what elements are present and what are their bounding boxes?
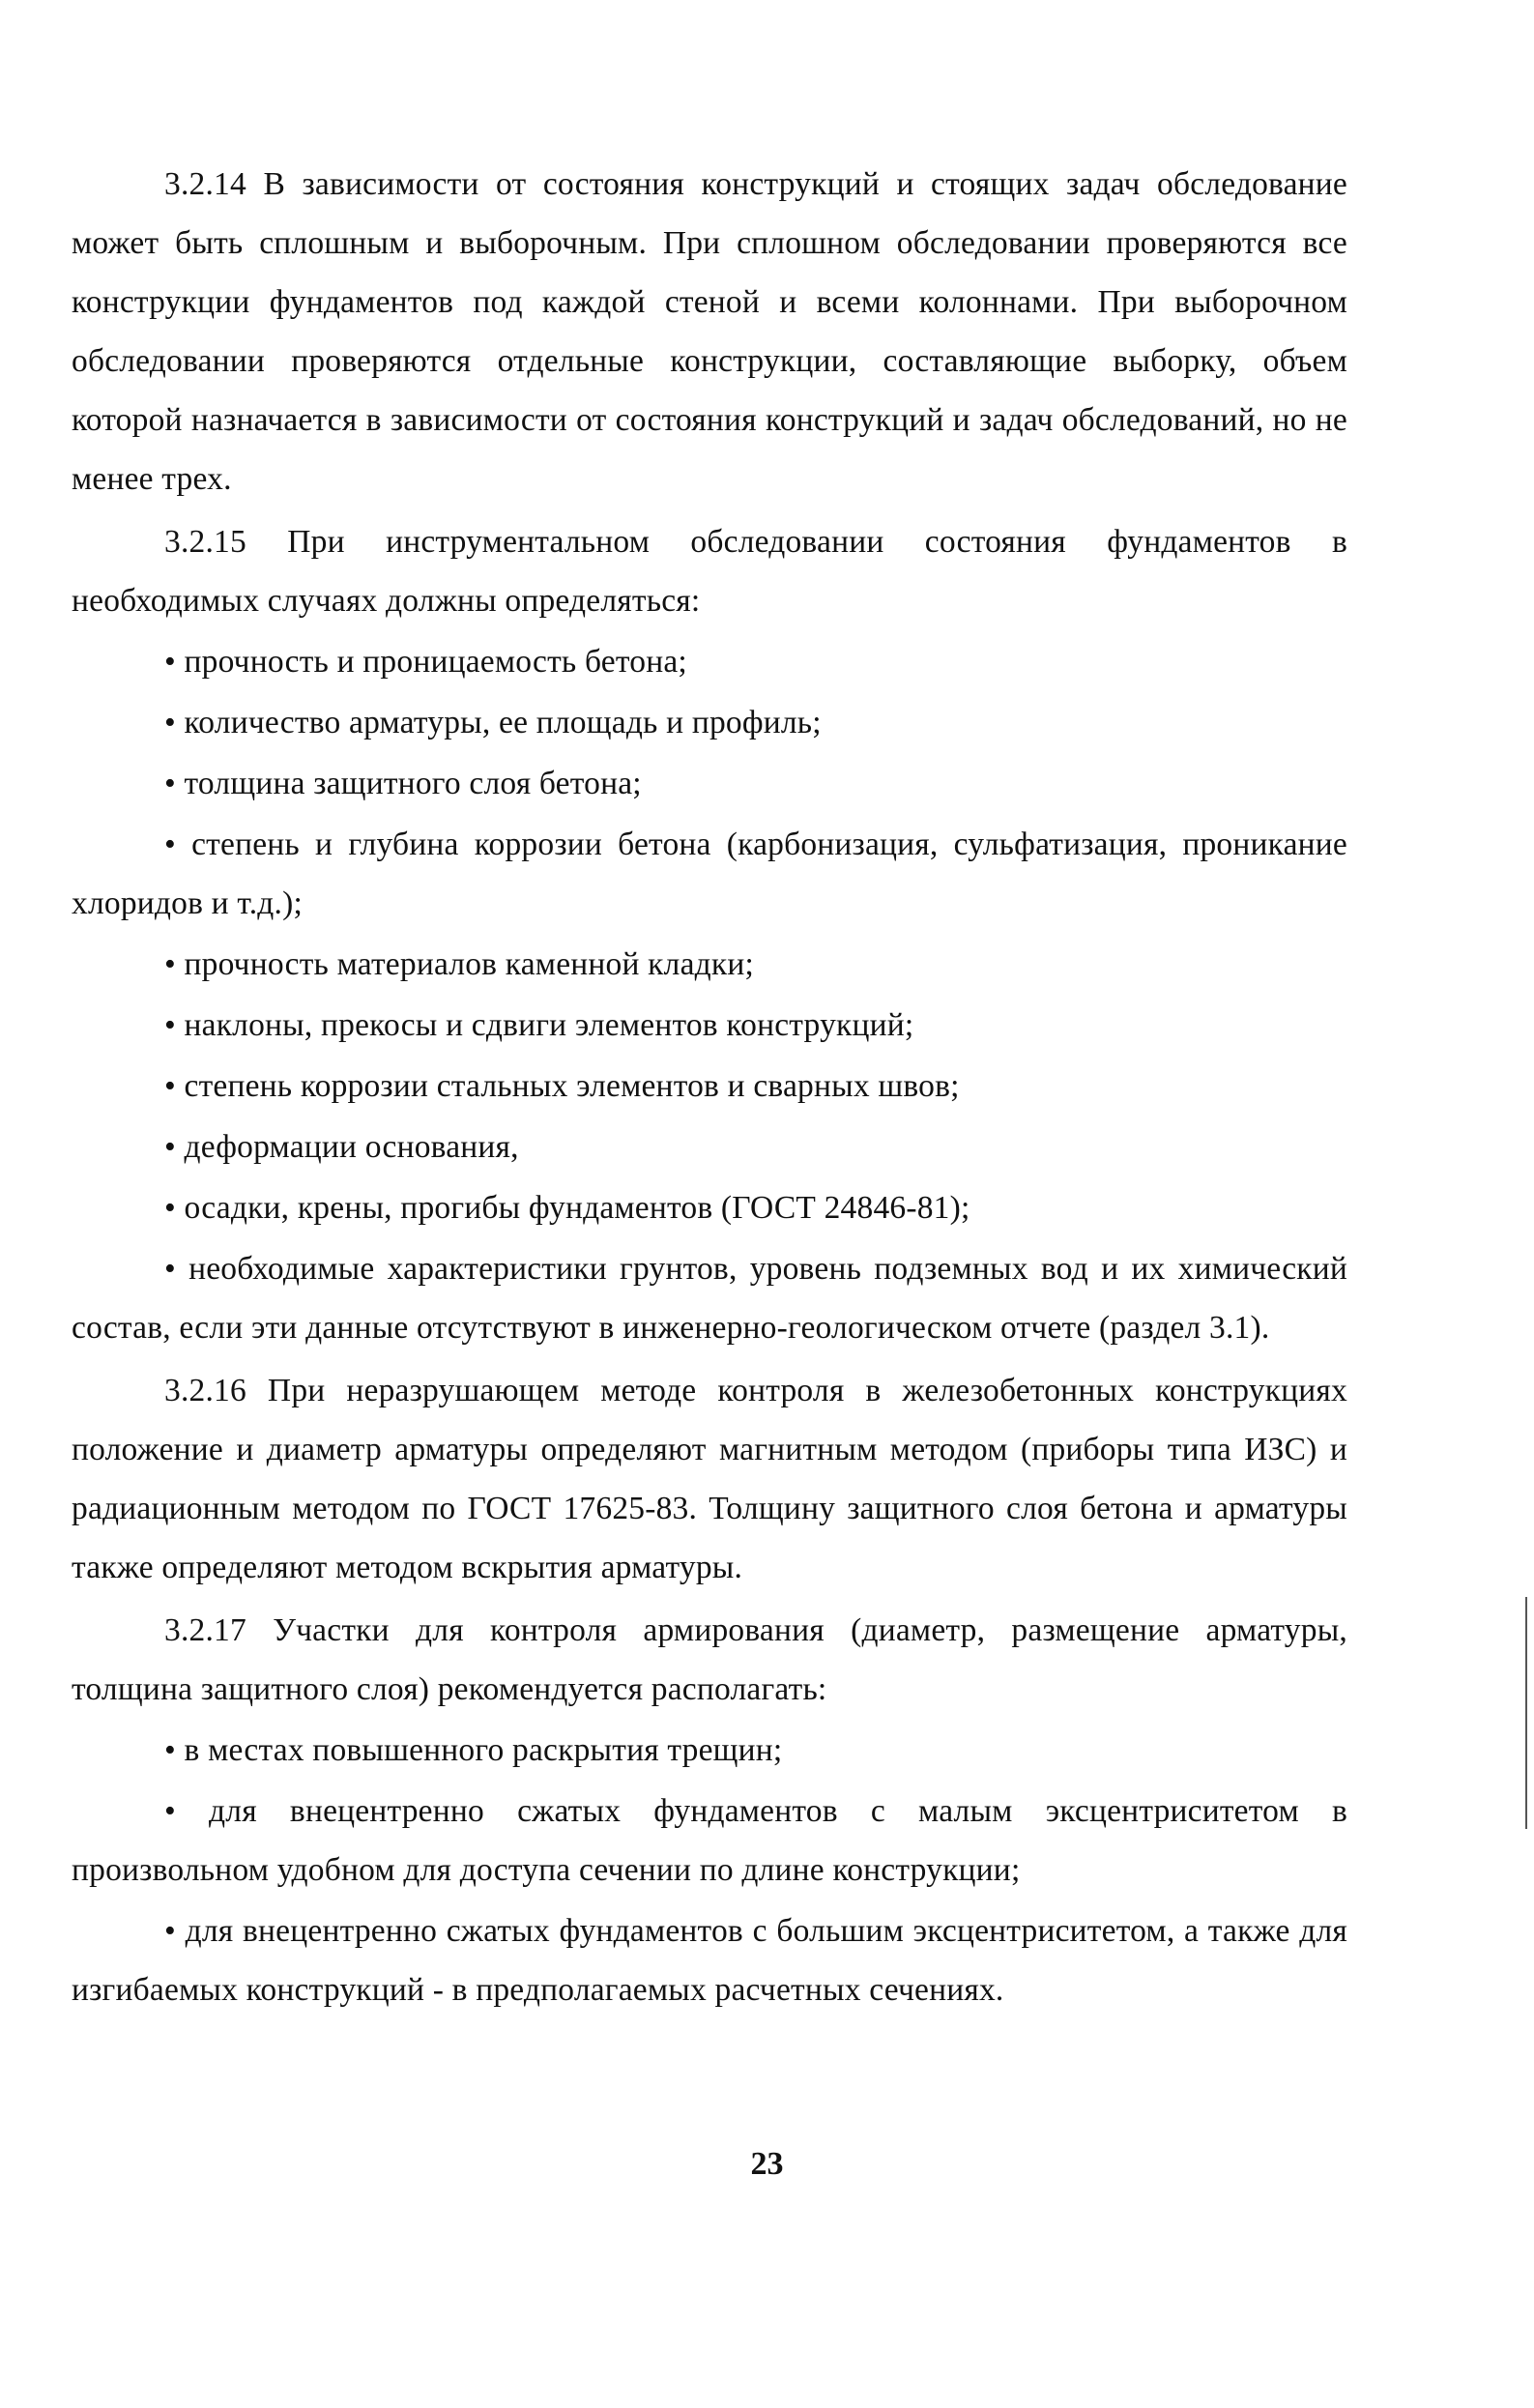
list-item: • для внецентренно сжатых фундаментов с малым эксцентриситетом в произвольном удобном для доступа сечении по длине конструкции;	[72, 1793, 1347, 1888]
list-item: • степень и глубина коррозии бетона (карбонизация, сульфатизация, проникание хлоридов и т.д.);	[72, 827, 1347, 921]
list-item: • прочность материалов каменной кладки;	[164, 946, 754, 982]
list-item: • в местах повышенного раскрытия трещин;	[164, 1732, 783, 1768]
paragraph-3-2-16: 3.2.16 При неразрушающем методе контроля в железобетонных конструкциях положение и диаметр арматуры определяют магнитным методом (приборы типа ИЗС) и радиационным методом по ГОСТ 17625-83. Толщину защитного слоя бетона и арматуры также определяют методом вскрытия арматуры.	[72, 1373, 1347, 1585]
list-item: • толщина защитного слоя бетона;	[164, 766, 642, 801]
list-item: • необходимые характеристики грунтов, уровень подземных вод и их химический состав, если эти данные отсутствуют в инженерно-геологическом отчете (раздел 3.1).	[72, 1251, 1347, 1346]
paragraph-3-2-17: 3.2.17 Участки для контроля армирования (диаметр, размещение арматуры, толщина защитного слоя) рекомендуется располагать:	[72, 1612, 1347, 1707]
paragraph-3-2-15: 3.2.15 При инструментальном обследовании состояния фундаментов в необходимых случаях должны определяться:	[72, 524, 1347, 619]
list-item: • деформации основания,	[164, 1129, 519, 1165]
list-item: • степень коррозии стальных элементов и сварных швов;	[164, 1068, 960, 1104]
list-item: • прочность и проницаемость бетона;	[164, 644, 687, 680]
list-item: • осадки, крены, прогибы фундаментов (ГОСТ 24846-81);	[164, 1190, 970, 1226]
list-item: • наклоны, прекосы и сдвиги элементов конструкций;	[164, 1007, 914, 1043]
list-item: • для внецентренно сжатых фундаментов с большим эксцентриситетом, а также для изгибаемых конструкций - в предполагаемых расчетных сечениях.	[72, 1913, 1347, 2008]
list-item: • количество арматуры, ее площадь и профиль;	[164, 705, 822, 740]
paragraph-3-2-14: 3.2.14 В зависимости от состояния конструкций и стоящих задач обследование может быть сплошным и выборочным. При сплошном обследовании проверяются все конструкции фундаментов под каждой стеной и всеми колоннами. При выборочном обследовании проверяются отдельные конструкции, составляющие выборку, объем которой назначается в зависимости от состояния конструкций и задач обследований, но не менее трех.	[72, 166, 1347, 497]
document-body	[72, 155, 1347, 2019]
scan-edge-mark	[1525, 1597, 1527, 1829]
page-number: 23	[750, 2146, 784, 2182]
